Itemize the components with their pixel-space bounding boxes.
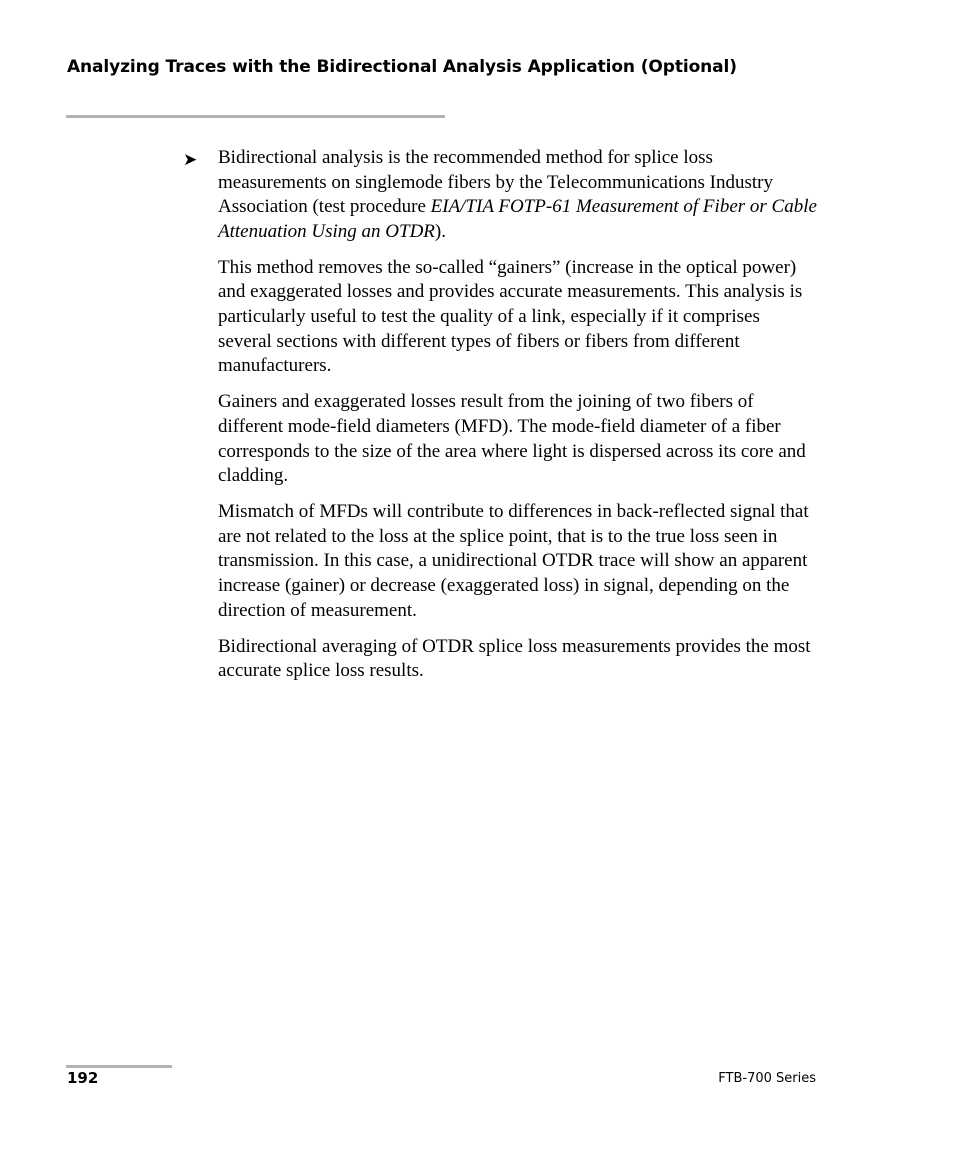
page-number: 192 (67, 1069, 99, 1087)
bullet-paragraph (218, 146, 818, 244)
main-content (218, 146, 818, 695)
page-header-title: Analyzing Traces with the Bidirectional Analysis Application (Optional) (67, 57, 737, 77)
footer-divider (66, 1065, 172, 1068)
test-procedure-title: EIA/TIA FOTP-61 Measurement of Fiber or Cable Attenuation Using an OTDR (218, 196, 817, 242)
bullet-text-intro: Bidirectional analysis is the recommended method for splice loss measurements on singlemode fibers by the Telecommunications Industry Association (test procedure (218, 147, 773, 218)
body-paragraph: Gainers and exaggerated losses result from the joining of two fibers of different mode-field diameters (MFD). The mode-field diameter of a fiber corresponds to the size of the area where light is dispersed across its core and cladding. (218, 391, 806, 487)
bullet-arrow-icon: ➤ (183, 150, 198, 170)
bullet-text-end: ). (434, 220, 446, 242)
header-divider (66, 115, 445, 118)
body-paragraph: Mismatch of MFDs will contribute to differences in back-reflected signal that are not related to the loss at the splice point, that is to the true loss seen in transmission. In this case, a unidirectional OTDR trace will show an apparent increase (gainer) or decrease (exaggerated loss) in signal, depending on the direction of measurement. (218, 501, 809, 621)
product-series-label: FTB-700 Series (718, 1071, 816, 1086)
body-paragraph: This method removes the so-called “gainers” (increase in the optical power) and exaggerated losses and provides accurate measurements. This analysis is particularly useful to test the quality of a link, especially if it comprises several sections with different types of fibers or fibers from different manufacturers. (218, 256, 803, 377)
body-paragraph: Bidirectional averaging of OTDR splice loss measurements provides the most accurate splice loss results. (218, 635, 811, 682)
